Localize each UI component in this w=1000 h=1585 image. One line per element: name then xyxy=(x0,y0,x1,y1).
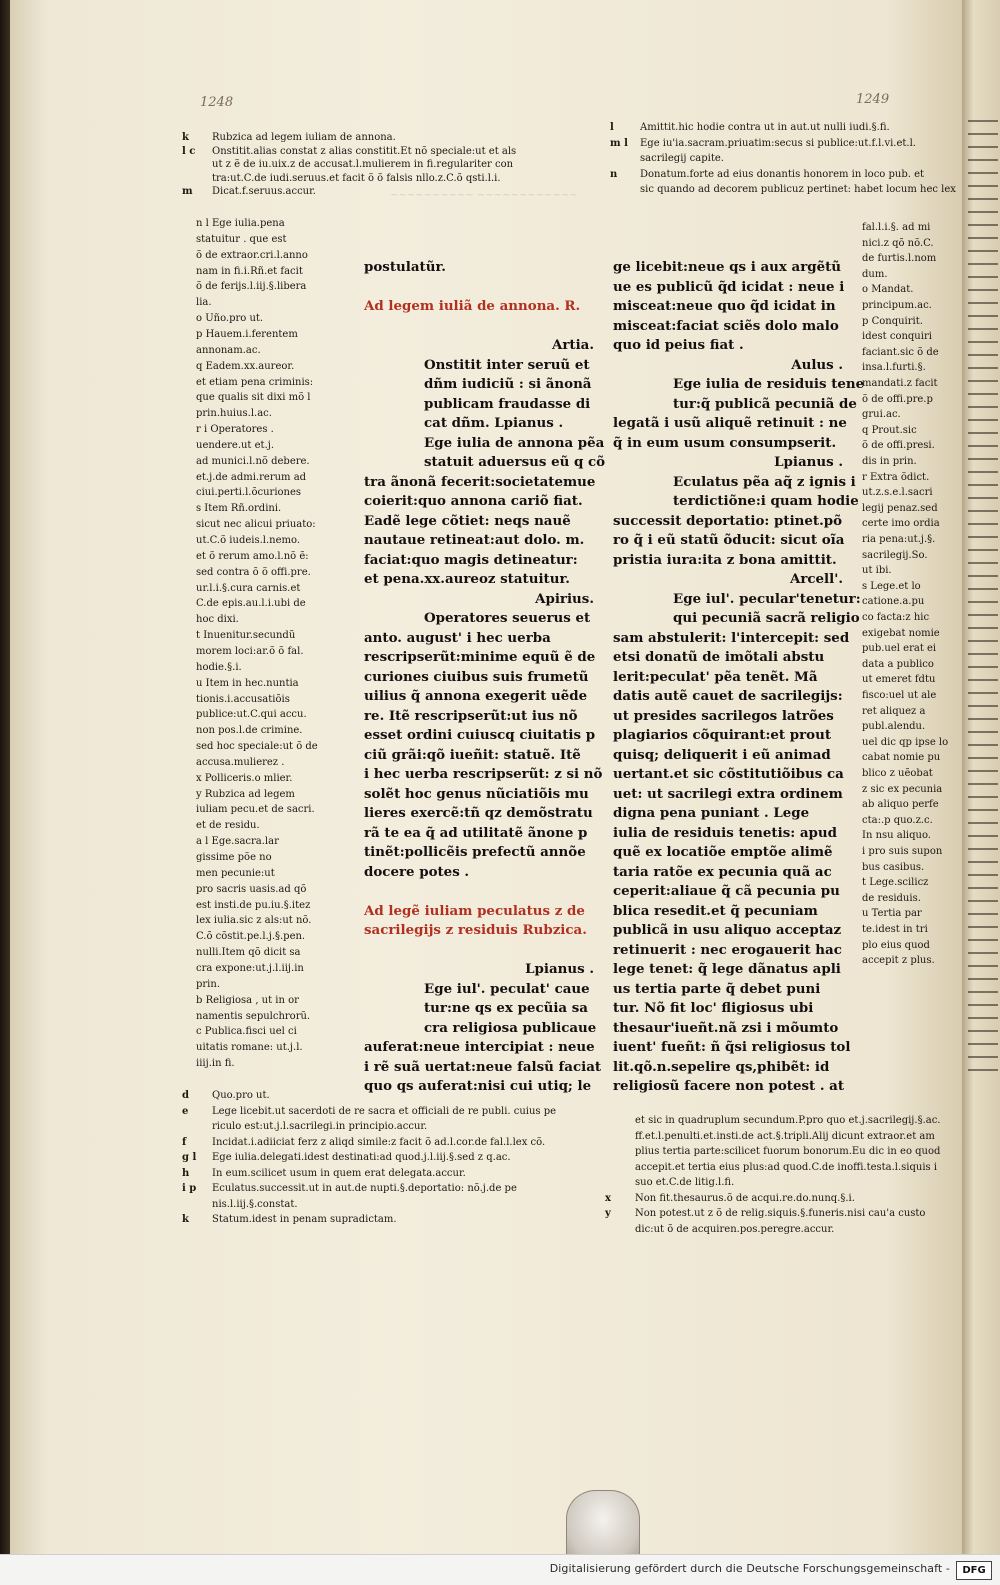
gloss-column-line: namentis sepulchrorũ. xyxy=(196,1010,311,1022)
gloss-column-line: lia. xyxy=(196,297,212,309)
gloss-column-line: cabat nomie pu xyxy=(862,752,941,764)
text-line: uilius q̃ annona exegerit uẽde xyxy=(364,688,588,704)
text-line: dñm iudiciũ : si ãnonã xyxy=(424,376,592,392)
gloss-text: Ege iulia.delegati.idest destinati:ad quod.j.l.iij.§.sed z q.ac. xyxy=(212,1152,511,1163)
text-line: uet: ut sacrilegi extra ordinem xyxy=(613,785,843,802)
gloss-column-line: publ.alendu. xyxy=(862,721,926,733)
text-line: taria ratõe ex pecunia quã ac xyxy=(613,863,832,880)
text-line: legatã i usũ aliquẽ retinuit : ne xyxy=(613,415,847,431)
text-line: docere potes . xyxy=(364,863,470,880)
text-line: solẽt hoc genus nũciatiõis mu xyxy=(364,785,589,802)
gloss-column-line: statuitur . que est xyxy=(196,233,287,245)
text-line: q̃ in eum usum consumpserit. xyxy=(613,434,837,451)
text-line: ceperit:aliaue q̃ cã pecunia pu xyxy=(613,883,840,899)
gloss-column-line: z sic ex pecunia xyxy=(862,783,943,795)
gloss-column-line: principum.ac. xyxy=(862,300,932,311)
gloss-column-line: pub.uel erat ei xyxy=(862,643,937,655)
gloss-note-marker: y xyxy=(605,1208,611,1219)
gloss-column-line: morem loci:ar.õ õ fal. xyxy=(196,645,304,657)
text-line: publicam fraudasse di xyxy=(424,395,591,412)
gloss-column-line: i pro suis supon xyxy=(862,846,943,857)
text-line: quẽ ex locatiõe emptõe alimẽ xyxy=(613,844,833,860)
text-line: esset ordini cuiuscq ciuitatis p xyxy=(364,727,596,743)
gloss-column-line: ab aliquo perfe xyxy=(862,799,939,811)
gloss-column-line: õ de offi.pre.p xyxy=(862,393,933,405)
gloss-column-line: dum. xyxy=(862,268,888,280)
gloss-column-line: C.de epis.au.l.i.ubi de xyxy=(196,598,306,610)
text-line: us tertia parte q̃ debet puni xyxy=(613,980,821,997)
gloss-line xyxy=(182,1199,298,1211)
gloss-note-marker: x xyxy=(605,1192,611,1204)
gloss-column-line: ad munici.l.nõ debere. xyxy=(196,455,310,467)
gloss-column-line: iuliam pecu.et de sacri. xyxy=(196,804,315,816)
text-line: lieres exercẽ:tñ qz demõstratu xyxy=(364,805,593,821)
gloss-column-line: catione.a.pu xyxy=(862,596,925,608)
text-line: Artia. xyxy=(551,337,594,353)
gloss-column-line: prin. xyxy=(196,978,220,990)
gloss-column-line: et de residu. xyxy=(196,820,260,832)
gloss-column-line: plo eius quod xyxy=(862,939,930,951)
gloss-text: In eum.scilicet usum in quem erat delegata.accur. xyxy=(212,1167,466,1179)
gloss-column-line: annonam.ac. xyxy=(196,344,261,356)
gloss-column-line: men pecunie:ut xyxy=(196,867,275,879)
folio-left: 1248 xyxy=(200,95,234,110)
gloss-column-line: ut.z.s.e.l.sacri xyxy=(862,487,933,499)
gloss-column-line: et etiam pena criminis: xyxy=(196,376,314,388)
gloss-line xyxy=(182,132,396,144)
gloss-text: Non fit.thesaurus.õ de acqui.re.do.nunq.§.i. xyxy=(635,1192,855,1204)
gloss-note-marker: l c xyxy=(182,145,196,157)
text-line: etsi donatũ de imõtali abstu xyxy=(613,649,825,665)
gloss-note-marker: d xyxy=(182,1090,189,1101)
gloss-text: suo et.C.de litig.l.fi. xyxy=(635,1177,735,1188)
gloss-column-line: u Tertia par xyxy=(862,908,922,920)
gloss-column-line: o Uño.pro ut. xyxy=(196,313,264,325)
gloss-note-marker: k xyxy=(182,132,189,143)
folio-right: 1249 xyxy=(856,92,890,107)
gloss-text: Quo.pro ut. xyxy=(212,1090,270,1101)
gloss-line xyxy=(605,1208,925,1220)
gloss-text: accepit.et tertia eius plus:ad quod.C.de inoffi.testa.l.siquis i xyxy=(635,1161,938,1173)
gloss-column-line: nam in fi.i.Rñ.et facit xyxy=(196,265,303,277)
gloss-column-line: u Item in hec.nuntia xyxy=(196,677,299,689)
gloss-line xyxy=(182,1121,427,1133)
text-line: rã te ea q̃ ad utilitatẽ ãnone p xyxy=(364,824,588,841)
gloss-text: plius tertia parte:scilicet fuorum bonorum.Eu dic in eo quod xyxy=(635,1146,941,1157)
gloss-column-line: x Polliceris.o mlier. xyxy=(196,772,293,784)
gloss-column-line: exigebat nomie xyxy=(862,627,940,639)
text-line: Operatores seuerus et xyxy=(424,610,591,626)
dfg-logo: DFG xyxy=(956,1561,992,1580)
text-line: digna pena puniant . Lege xyxy=(613,805,810,821)
gloss-text: dic:ut õ de acquiren.pos.peregre.accur. xyxy=(635,1223,835,1235)
text-line: anto. august' i hec uerba xyxy=(364,629,551,646)
gloss-note-marker: n xyxy=(610,168,618,180)
text-line: Ege iul'. pecular'tenetur: xyxy=(673,590,861,607)
text-line: re. Itẽ rescripserũt:ut ius nõ xyxy=(364,707,578,724)
gloss-column-line: uitatis romane: ut.j.l. xyxy=(196,1042,303,1054)
bleed-through: ~~~~~~~~~~ ~~~~~~~~~~~~ xyxy=(390,190,578,201)
text-line: tinẽt:pollicẽis prefectũ annõe xyxy=(364,844,586,860)
text-line: Aulus . xyxy=(791,356,843,373)
text-line: coierit:quo annona cariõ fiat. xyxy=(364,493,583,509)
rubric-heading: Ad legẽ iuliam peculatus z de xyxy=(364,902,585,919)
gloss-line xyxy=(605,1115,941,1127)
gloss-column-line: non pos.l.de crimine. xyxy=(196,725,303,737)
gloss-column-line: dis in prin. xyxy=(862,456,917,467)
text-line: Arcell'. xyxy=(789,571,843,587)
gloss-line xyxy=(605,1146,940,1158)
text-line: lerit:peculat' pẽa tenẽt. Mã xyxy=(613,668,818,685)
text-line: Lpianus . xyxy=(774,454,843,470)
gloss-line xyxy=(605,1224,834,1236)
gloss-note-marker: m l xyxy=(610,137,628,149)
gloss-column-line: et õ rerum amo.l.nõ ẽ: xyxy=(196,550,309,562)
gloss-line xyxy=(610,153,724,165)
text-line: Eadẽ lege cõtiet: neqs nauẽ xyxy=(364,512,571,529)
text-line: retinuerit : nec erogauerit hac xyxy=(613,941,842,958)
text-line: misceat:faciat sciẽs dolo malo xyxy=(613,317,839,334)
text-line: qui pecuniã sacrã religio xyxy=(673,610,860,626)
gloss-column-line: accusa.mulierez . xyxy=(196,756,285,768)
text-line: lege tenet: q̃ lege dãnatus apli xyxy=(613,961,841,977)
text-line: ro q̃ i eũ statũ õducit: sicut oĩa xyxy=(613,532,845,548)
text-line: lit.qõ.n.sepelire qs,phibẽt: id xyxy=(613,1058,830,1075)
text-line xyxy=(364,278,596,298)
gloss-column-line: ut ibi. xyxy=(862,565,892,577)
text-line: ue es publicũ q̃d icidat : neue i xyxy=(613,278,845,295)
text-line: Lpianus . xyxy=(525,961,594,977)
gloss-column-line: publice:ut.C.qui accu. xyxy=(196,709,307,721)
text-line: plagiarios cõquirant:et prout xyxy=(613,727,832,743)
text-line: curiones ciuibus suis frumetũ xyxy=(364,668,589,685)
gloss-column-line: o Mandat. xyxy=(862,284,914,296)
text-line: i hec uerba rescripserũt: z si nõ xyxy=(364,766,603,782)
gloss-line xyxy=(610,138,916,150)
gloss-column-line: ciui.perti.l.õcuriones xyxy=(196,487,302,499)
text-line: quisq; deliquerit i eũ animad xyxy=(613,746,831,763)
gloss-column-line: que qualis sit dixi mõ l xyxy=(196,392,311,404)
gloss-column-line: ur.l.i.§.cura carnis.et xyxy=(196,582,301,594)
gloss-column-line: sacrilegij.So. xyxy=(862,549,928,561)
gloss-line xyxy=(182,1214,397,1226)
gloss-line xyxy=(605,1162,937,1174)
gloss-text: Eculatus.successit.ut in aut.de nupti.§.deportatio: nõ.j.de pe xyxy=(212,1183,517,1194)
gloss-column-line: fisco:uel ut ale xyxy=(862,690,937,701)
rubric-heading: sacrilegijs z residuis Rubzica. xyxy=(364,922,587,938)
gloss-text: tra:ut.C.de iudi.seruus.et facit õ õ falsis nllo.z.C.õ qsti.l.i. xyxy=(212,172,501,184)
gloss-column-line: a l Ege.sacra.lar xyxy=(196,836,279,848)
gloss-text: Onstitit.alias constat z alias constitit.Et nõ speciale:ut et als xyxy=(212,145,517,157)
text-line: uertant.et sic cõstitutiõibus ca xyxy=(613,766,844,782)
gloss-column-line: cra expone:ut.j.l.iij.in xyxy=(196,962,304,974)
gloss-column-line: õ de offi.presi. xyxy=(862,440,935,452)
text-line: ciũ grãi:qõ iueñit: statuẽ. Itẽ xyxy=(364,746,581,763)
gloss-column-line: c Publica.fisci uel ci xyxy=(196,1026,297,1038)
gloss-text: Rubzica ad legem iuliam de annona. xyxy=(212,132,396,143)
text-line: cat dñm. Lpianus . xyxy=(424,415,564,431)
gloss-column-line: hoc dixi. xyxy=(196,614,239,626)
gloss-column-line: ret aliquez a xyxy=(862,705,926,717)
gloss-text: Amittit.hic hodie contra ut in aut.ut nulli iudi.§.fi. xyxy=(640,122,890,133)
text-line: iulia de residuis tenetis: apud xyxy=(613,824,837,841)
text-line: misceat:neue quo q̃d icidat in xyxy=(613,298,836,314)
text-line: tur:q̃ publicã pecuniã de xyxy=(673,395,857,412)
footer-bar xyxy=(0,1554,1000,1585)
text-line: i rẽ suã uertat:neue falsũ faciat xyxy=(364,1058,602,1075)
gloss-column-line: r Extra õdict. xyxy=(862,471,930,483)
gloss-text: nis.l.iij.§.constat. xyxy=(212,1198,298,1210)
gloss-line xyxy=(182,186,316,198)
gloss-text: Statum.idest in penam supradictam. xyxy=(212,1214,397,1225)
text-line xyxy=(364,941,596,961)
text-line: terdictiõne:i quam hodie xyxy=(673,493,859,509)
gloss-column-line: blico z uẽobat xyxy=(862,768,933,779)
gloss-column-line: õ de ferijs.l.iij.§.libera xyxy=(196,281,307,293)
text-line: cra religiosa publicaue xyxy=(424,1019,597,1036)
text-line: iuent' fueñt: ñ q̃si religiosus tol xyxy=(613,1039,851,1055)
gloss-line xyxy=(182,1090,270,1102)
gloss-column-line: b Religiosa , ut in or xyxy=(196,994,299,1006)
next-page-text-sliver xyxy=(968,120,998,1080)
gloss-text: Lege licebit.ut sacerdoti de re sacra et officiali de re publi. cuius pe xyxy=(212,1105,557,1117)
gloss-text: riculo est:ut.j.l.sacrilegi.in principio.accur. xyxy=(212,1121,428,1132)
gloss-column-line: r i Operatores . xyxy=(196,424,274,436)
gloss-column-line: In nsu aliquo. xyxy=(862,830,931,842)
gloss-line xyxy=(605,1177,734,1189)
gloss-line xyxy=(605,1193,855,1205)
gloss-column-line: fal.l.i.§. ad mi xyxy=(862,222,931,233)
text-line: ut presides sacrilegos latrões xyxy=(613,707,834,724)
text-line: ge licebit:neue qs i aux argẽtũ xyxy=(613,259,842,275)
gloss-column-line: n l Ege iulia.pena xyxy=(196,218,285,229)
gloss-text: Incidat.i.adiiciat ferz z aliqd simile:z facit õ ad.l.cor.de fal.l.lex cõ. xyxy=(212,1136,546,1148)
gloss-column-line: te.idest in tri xyxy=(862,924,928,935)
gloss-note-marker: m xyxy=(182,186,193,198)
gloss-column-line: iiij.in fi. xyxy=(196,1058,235,1070)
gloss-column-line: uendere.ut et.j. xyxy=(196,439,275,451)
gloss-column-line: de residuis. xyxy=(862,892,921,904)
gloss-column-line: mandati.z facit xyxy=(862,378,938,389)
gloss-column-line: C.õ cõstit.pe.l.j.§.pen. xyxy=(196,931,306,943)
gloss-column-line: pro sacris uasis.ad qõ xyxy=(196,883,307,895)
gloss-column-line: sed hoc speciale:ut õ de xyxy=(196,741,318,753)
gloss-line xyxy=(605,1131,935,1143)
gloss-column-line: p Conquirit. xyxy=(862,315,923,327)
gloss-text: sic quando ad decorem publicuz pertinet: habet locum hec lex xyxy=(640,184,956,196)
main-text-right-column xyxy=(613,258,865,1097)
gloss-column-line: ut emeret fdtu xyxy=(862,674,936,686)
gloss-column-line: de furtis.l.nom xyxy=(862,253,937,265)
text-line: rescripserũt:minime equũ ẽ de xyxy=(364,649,596,665)
gloss-column-line: q Prout.sic xyxy=(862,424,917,436)
gloss-column-line: certe imo ordia xyxy=(862,518,940,530)
book-page xyxy=(10,0,964,1555)
text-line: et pena.xx.aureoz statuitur. xyxy=(364,571,570,587)
gloss-column-line: s Lege.et lo xyxy=(862,580,921,592)
next-page-edge xyxy=(962,0,1000,1555)
gloss-column-line: sed contra õ õ offi.pre. xyxy=(196,566,311,578)
gloss-note-marker: i p xyxy=(182,1183,197,1194)
text-line: Ege iulia de residuis tene xyxy=(673,376,865,392)
text-line: blica resedit.et q̃ pecuniam xyxy=(613,902,818,919)
footer-credit: Digitalisierung gefördert durch die Deutsche Forschungsgemeinschaft - xyxy=(549,1562,950,1575)
gloss-column-line: gissime põe no xyxy=(196,852,272,863)
text-line: auferat:neue intercipiat : neue xyxy=(364,1039,595,1055)
page-holder-clip xyxy=(566,1490,640,1562)
gloss-text: Ege iu'ia.sacram.priuatim:secus si publice:ut.f.l.vi.et.l. xyxy=(640,137,916,149)
gloss-column-line: grui.ac. xyxy=(862,409,901,421)
gloss-column-line: et.j.de admi.rerum ad xyxy=(196,471,307,483)
gloss-column-line: accepit z plus. xyxy=(862,955,935,967)
gloss-line xyxy=(182,146,516,158)
gloss-line xyxy=(182,1152,511,1164)
text-line: tra ãnonã fecerit:societatemue xyxy=(364,473,596,490)
main-text-left-column xyxy=(364,258,606,1097)
gloss-column-line: uel dic qp ipse lo xyxy=(862,736,949,748)
gloss-column-line: ut.C.õ iudeis.l.nemo. xyxy=(196,535,301,546)
gloss-column-line: nulli.Item qõ dicit sa xyxy=(196,947,301,959)
gloss-line xyxy=(182,173,501,185)
gloss-column-line: faciant.sic õ de xyxy=(862,346,939,358)
gloss-text: sacrilegij capite. xyxy=(640,153,724,165)
gloss-line xyxy=(182,1183,517,1195)
gloss-text: Non potest.ut z õ de relig.siquis.§.funeris.nisi cau'a custo xyxy=(635,1208,926,1219)
text-line: successit deportatio: ptinet.põ xyxy=(613,512,843,529)
gloss-text: et sic in quadruplum secundum.P.pro quo et.j.sacrilegij.§.ac. xyxy=(635,1115,941,1126)
gloss-line xyxy=(610,184,956,196)
gloss-line xyxy=(182,1137,545,1149)
text-line: religiosũ facere non potest . at xyxy=(613,1078,845,1094)
gloss-note-marker: f xyxy=(182,1136,187,1148)
gloss-column-line: bus casibus. xyxy=(862,861,925,873)
text-line: Onstitit inter seruũ et xyxy=(424,356,590,373)
gloss-line xyxy=(182,1106,556,1118)
gloss-column-line: idest conquiri xyxy=(862,331,932,343)
gloss-line xyxy=(610,122,890,134)
text-line: quo qs auferat:nisi cui utiq; le xyxy=(364,1078,592,1094)
text-line xyxy=(364,882,596,902)
gloss-column-line: sicut nec alicui priuato: xyxy=(196,519,316,531)
text-line: faciat:quo magis detineatur: xyxy=(364,551,578,568)
text-line: quo id peius fiat . xyxy=(613,337,744,353)
gloss-column-line: est insti.de pu.iu.§.itez xyxy=(196,899,311,911)
gloss-column-line: co facta:z hic xyxy=(862,612,930,623)
gloss-column-line: s Item Rñ.ordini. xyxy=(196,503,282,515)
text-line: nautaue retineat:aut dolo. m. xyxy=(364,532,585,548)
gloss-note-marker: e xyxy=(182,1105,189,1117)
text-line: thesaur'iueñt.nã zsi i mõumto xyxy=(613,1019,839,1036)
gloss-column-line: ria pena:ut.j.§. xyxy=(862,534,936,545)
text-line: Eculatus pẽa aq̃ z ignis i xyxy=(673,473,856,490)
text-line: tur. Nõ fit loc' fligiosus ubi xyxy=(613,1000,814,1016)
gloss-text: ut z ẽ de iu.uix.z de accusat.l.mulierem in fi.regulariter con xyxy=(212,159,514,171)
gloss-column-line: cta:.p quo.z.c. xyxy=(862,814,933,826)
gloss-note-marker: g l xyxy=(182,1152,197,1163)
text-line: statuit aduersus eũ q cõ xyxy=(424,454,606,470)
text-line: datis autẽ cauet de sacrilegijs: xyxy=(613,688,843,704)
gloss-text: ff.et.l.penulti.et.insti.de act.§.tripli.Alij dicunt extraor.et am xyxy=(635,1130,935,1142)
text-line: tur:ne qs ex pecũia sa xyxy=(424,1000,588,1016)
text-line: postulatũr. xyxy=(364,259,446,275)
gloss-note-marker: k xyxy=(182,1214,189,1225)
gloss-column-line: õ de extraor.cri.l.anno xyxy=(196,249,308,261)
gloss-text: Dicat.f.seruus.accur. xyxy=(212,186,316,198)
gloss-column-line: hodie.§.i. xyxy=(196,661,242,673)
gloss-text: Donatum.forte ad eius donantis honorem in loco pub. et xyxy=(640,168,925,180)
gloss-column-line: nici.z qõ nõ.C. xyxy=(862,237,934,249)
gloss-column-line: tionis.i.accusatiõis xyxy=(196,693,290,705)
gloss-line xyxy=(182,1168,466,1180)
gloss-column-line: y Rubzica ad legem xyxy=(196,788,295,800)
gloss-column-line: data a publico xyxy=(862,658,934,670)
gloss-column-line: lex iulia.sic z als:ut nõ. xyxy=(196,915,312,927)
rubric-heading: Ad legem iuliã de annona. R. xyxy=(364,298,581,314)
gloss-column-line: legij penaz.sed xyxy=(862,502,938,514)
text-line: publicã in usu aliquo acceptaz xyxy=(613,922,842,938)
gloss-column-line: t Lege.scilicz xyxy=(862,877,929,889)
gloss-line xyxy=(610,169,924,181)
text-line: Ege iul'. peculat' caue xyxy=(424,980,590,997)
gloss-column-line: p Hauem.i.ferentem xyxy=(196,328,298,340)
text-line: Apirius. xyxy=(535,590,594,607)
text-line: pristia iura:ita z bona amittit. xyxy=(613,551,837,568)
text-line xyxy=(364,317,596,337)
gloss-column-line: t Inuenitur.secundũ xyxy=(196,630,296,642)
gloss-note-marker: h xyxy=(182,1167,190,1179)
gloss-column-line: prin.huius.l.ac. xyxy=(196,408,272,420)
gloss-line xyxy=(182,159,513,171)
gloss-note-marker: l xyxy=(610,122,614,133)
gloss-column-line: insa.l.furti.§. xyxy=(862,362,926,374)
text-line: Ege iulia de annona pẽa xyxy=(424,434,605,451)
gloss-column-line: q Eadem.xx.aureor. xyxy=(196,360,295,372)
text-line: sam abstulerit: l'intercepit: sed xyxy=(613,629,850,646)
